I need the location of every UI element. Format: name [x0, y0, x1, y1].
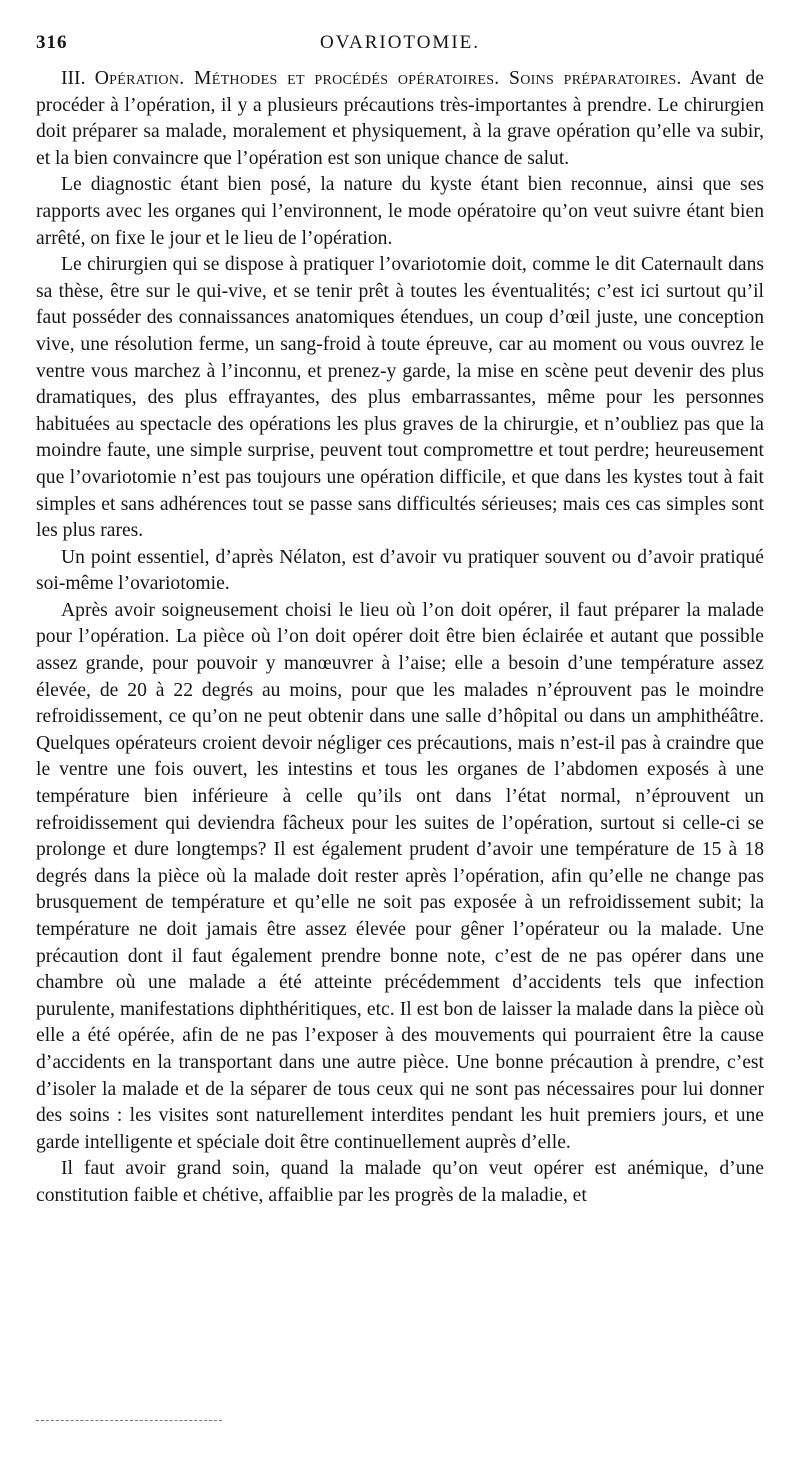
section-number: III. [61, 68, 86, 89]
footer-rule [36, 1420, 222, 1421]
paragraph-5: Après avoir soigneusement choisi le lieu où l’on doit opérer, il faut préparer la malade pour l’opération. La pièce où l’on doit opérer doit être bien éclairée et autant que possible assez grande, pour pouvoir y manœuvrer à l’aise; elle a besoin d’une température assez élevée, de 20 à 22 degrés au moins, pour que les malades n’éprouvent pas le moindre refroidissement, ce qu’on ne peut obtenir dans une salle d’hôpital ou dans un amphithéâtre. Quelques opérateurs croient devoir négliger ces précautions, mais n’est-il pas à craindre que le ventre une fois ouvert, les intestins et tous les organes de l’abdomen exposés à une température bien inférieure à celle qu’ils ont dans l’état normal, n’éprouvent un refroidissement qui deviendra fâcheux pour les suites de l’opération, surtout si celle-ci se prolonge et dure longtemps? Il est également prudent d’avoir une température de 15 à 18 degrés dans la pièce où la malade doit rester après l’opération, afin qu’elle ne change pas brusquement de température et qu’elle ne soit pas exposée à un refroidissement subit; la température ne doit jamais être assez élevée pour gêner l’opérateur ou la malade. Une précaution dont il faut également prendre bonne note, c’est de ne pas opérer dans une chambre où une malade a été atteinte précédemment d’accidents tels que infection purulente, manifestations diphthéritiques, etc. Il est bon de laisser la malade dans la pièce où elle a été opérée, afin de ne pas l’exposer à des mouvements qui pourraient être la cause d’accidents en la transportant dans une autre pièce. Une bonne précaution à prendre, c’est d’isoler la malade et de la séparer de tous ceux qui ne sont pas nécessaires pour lui donner des soins : les visites sont naturellement interdites pendant les huit premiers jours, et une garde intelligente et spéciale doit être continuellement auprès d’elle. [36, 599, 764, 1153]
section-title: Opération. Méthodes et procédés opératoires. Soins préparatoires. [94, 68, 682, 89]
body-text [36, 66, 764, 1210]
paragraph-3: Le chirurgien qui se dispose à pratiquer l’ovariotomie doit, comme le dit Caternault dans sa thèse, être sur le qui-vive, et se tenir prêt à toutes les éventualités; c’est ici surtout qu’il faut posséder des connaissances anatomiques étendues, un coup d’œil juste, une conception vive, une résolution ferme, un sang-froid à toute épreuve, car au moment ou vous ouvrez le ventre vous marchez à l’inconnu, et prenez-y garde, la mise en scène peut devenir des plus dramatiques, des plus effrayantes, des plus embarrassantes, même pour les personnes habituées au spectacle des opérations les plus graves de la chirurgie, et n’oubliez pas que la moindre faute, une simple surprise, peuvent tout compromettre et tout perdre; heureusement que l’ovariotomie n’est pas toujours une opération difficile, et que dans les kystes tout à fait simples et sans adhérences tout se passe sans difficultés sérieuses; mais ces cas simples sont les plus rares. [36, 254, 764, 542]
paragraph-4: Un point essentiel, d’après Nélaton, est d’avoir vu pratiquer souvent ou d’avoir pratiqué soi-même l’ovariotomie. [36, 546, 764, 595]
book-page [36, 28, 764, 1210]
paragraph-1 [36, 66, 764, 172]
paragraph-6: Il faut avoir grand soin, quand la malade qu’on veut opérer est anémique, d’une constitution faible et chétive, affaiblie par les progrès de la maladie, et [36, 1158, 764, 1206]
page-number: 316 [36, 32, 68, 53]
paragraph-2: Le diagnostic étant bien posé, la nature du kyste étant bien reconnue, ainsi que ses rapports avec les organes qui l’environnent, le mode opératoire qu’on veut suivre étant bien arrêté, on fixe le jour et le lieu de l’opération. [36, 174, 764, 249]
paragraph-1-text: Avant de procéder à l’opération, il y a plusieurs précautions très-importantes à prendre. Le chirurgien doit préparer sa malade, moralement et physiquement, à la grave opération qu’elle va subir, et la bien convaincre que l’opération est son unique chance de salut. [36, 68, 764, 169]
page-header [36, 28, 764, 58]
running-title: OVARIOTOMIE. [320, 32, 480, 53]
